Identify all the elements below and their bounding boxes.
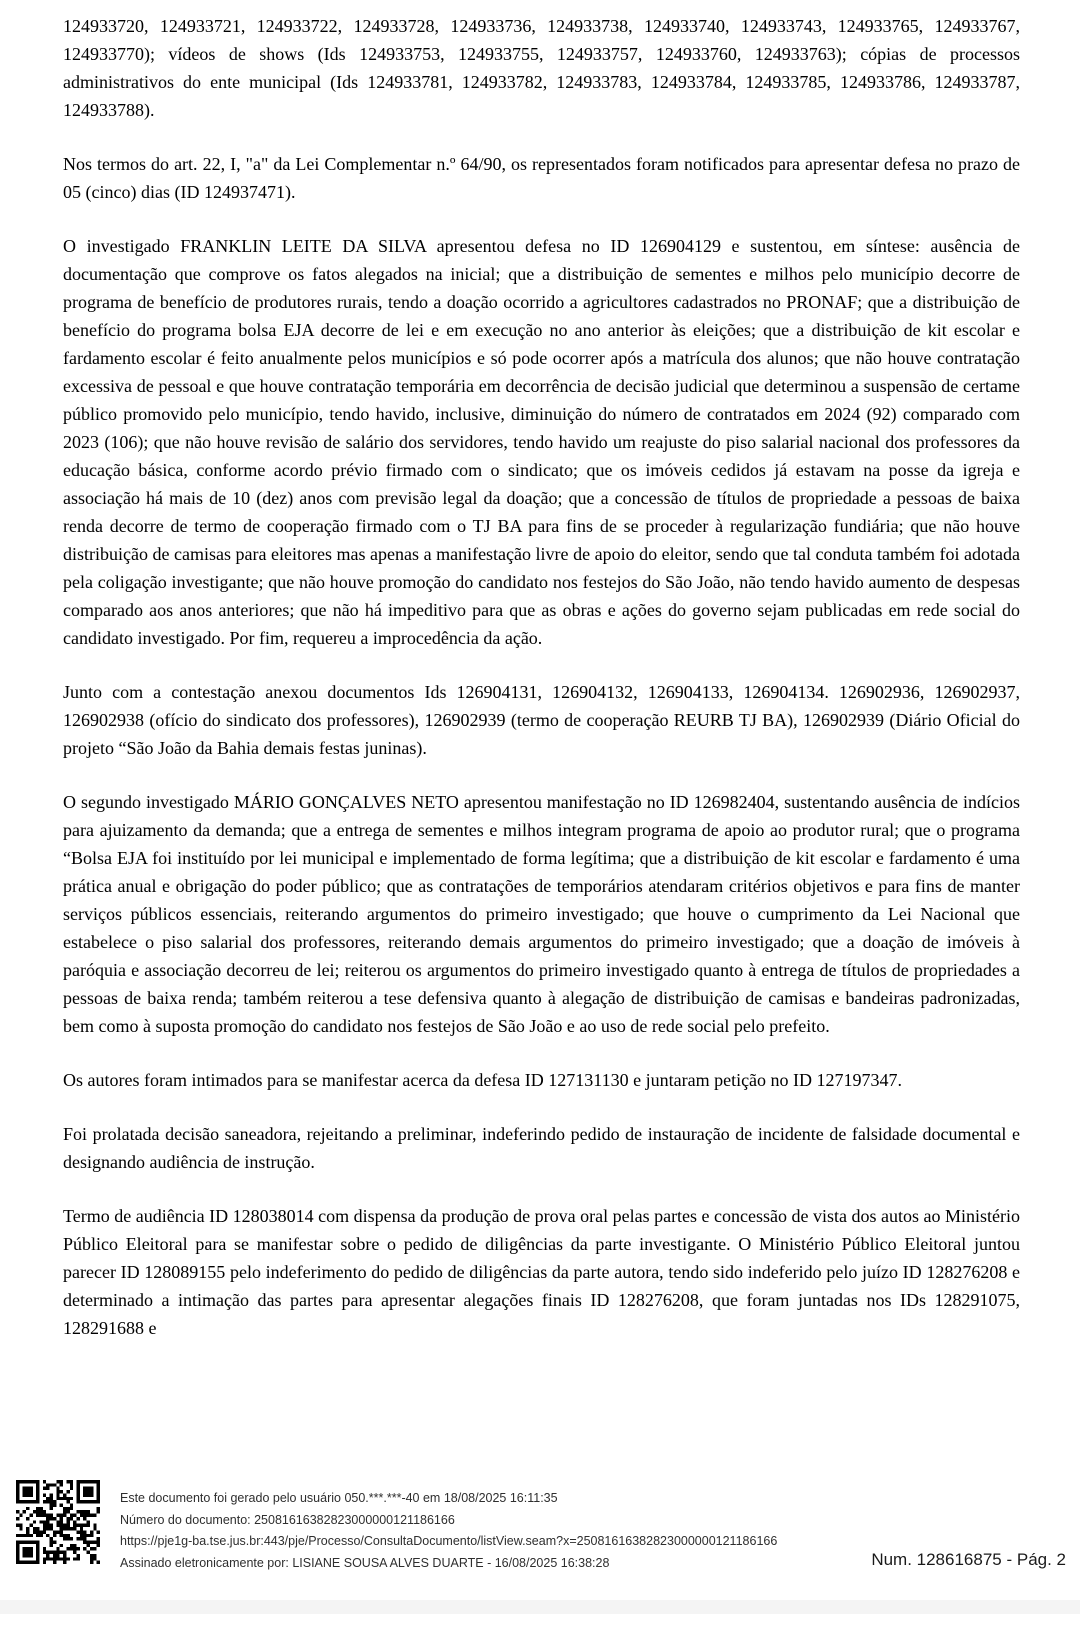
body-paragraph-termo-audiencia: Termo de audiência ID 128038014 com dispensa da produção de prova oral pelas partes e concessão de vista dos autos ao Ministério Público Eleitoral para se manifestar sobre o pedido de diligências da parte investigante. O Ministério Público Eleitoral juntou parecer ID 128089155 pelo indeferimento do pedido de diligências da parte autora, tendo sido indeferido pelo juízo ID 128276208 e determinado a intimação das partes para apresentar alegações finais ID 128276208, que foram juntadas nos IDs 128291075, 128291688 e xyxy=(63,1206,1020,1338)
page-number-reference: Num. 128616875 - Pág. 2 xyxy=(871,1550,1066,1569)
document-body xyxy=(63,12,1020,1368)
body-paragraph-manifestacao-mario: O segundo investigado MÁRIO GONÇALVES NETO apresentou manifestação no ID 126982404, sustentando ausência de indícios para ajuizamento da demanda; que a entrega de sementes e milhos integram programa de apoio ao produtor rural; que o programa “Bolsa EJA foi instituído por lei municipal e implementado de forma legítima; que a distribuição de kit escolar e fardamento é uma prática anual e obrigação do poder público; que as contratações de temporários atendaram critérios objetivos e para fins de manter serviços públicos essenciais, reiterando argumentos do primeiro investigado; que houve o cumprimento da Lei Nacional que estabelece o piso salarial dos professores, reiterando demais argumentos do primeiro investigado; que a doação de imóveis à paróquia e associação decorreu de lei; reiterou os argumentos do primeiro investigado quanto à entrega de títulos de propriedades a pessoas de baixa renda; também reiterou a tese defensiva quanto à alegação de distribuição de camisas e bandeiras padronizadas, bem como à suposta promoção do candidato nos festejos de São João e ao uso de rede social pelo prefeito. xyxy=(63,792,1020,1036)
footer-metadata xyxy=(120,1488,777,1574)
body-paragraph-intimacao-autores: Os autores foram intimados para se manifestar acerca da defesa ID 127131130 e juntaram petição no ID 127197347. xyxy=(63,1070,903,1090)
body-paragraph-ids-continuation: 124933720, 124933721, 124933722, 124933728, 124933736, 124933738, 124933740, 124933743, 124933765, 124933767, 124933770); vídeos de shows (Ids 124933753, 124933755, 124933757, 124933760, 124933763); cópias de processos administrativos do ente municipal (Ids 124933781, 124933782, 124933783, 124933784, 124933785, 124933786, 124933787, 124933788). xyxy=(63,16,1020,120)
footer-signature-line: Assinado eletronicamente por: LISIANE SOUSA ALVES DUARTE - 16/08/2025 16:38:28 xyxy=(120,1555,610,1570)
body-paragraph-notificacao: Nos termos do art. 22, I, "a" da Lei Complementar n.º 64/90, os representados foram notificados para apresentar defesa no prazo de 05 (cinco) dias (ID 124937471). xyxy=(63,154,1020,202)
footer-generated-line: Este documento foi gerado pelo usuário 050.***.***-40 em 18/08/2025 16:11:35 xyxy=(120,1491,558,1505)
bottom-bar xyxy=(0,1600,1080,1614)
footer-url-line: https://pje1g-ba.tse.jus.br:443/pje/Processo/ConsultaDocumento/listView.seam?x=25081616382823000000121186166 xyxy=(120,1534,778,1548)
body-paragraph-decisao-saneadora: Foi prolatada decisão saneadora, rejeitando a preliminar, indeferindo pedido de instauração de incidente de falsidade documental e designando audiência de instrução. xyxy=(63,1124,1020,1172)
body-paragraph-defesa-franklin: O investigado FRANKLIN LEITE DA SILVA apresentou defesa no ID 126904129 e sustentou, em síntese: ausência de documentação que comprove os fatos alegados na inicial; que a distribuição de sementes e milhos pelo município decorre de programa de benefício de produtores rurais, tendo a doação ocorrido a agricultores cadastrados no PRONAF; que a distribuição de benefício do programa bolsa EJA decorre de lei e em execução no ano anterior às eleições; que a distribuição de kit escolar e fardamento escolar é feito anualmente pelos municípios e só pode ocorrer após a matrícula dos alunos; que não houve contratação excessiva de pessoal e que houve contratação temporária em decorrência de decisão judicial que determinou a suspensão de certame público promovido pelo município, tendo havido, inclusive, diminuição do número de contratados em 2024 (92) comparado com 2023 (106); que não houve revisão de salário dos servidores, tendo havido um reajuste do piso salarial nacional dos professores da educação básica, conforme acordo prévio firmado com o sindicato; que os imóveis cedidos já estavam na posse da igreja e associação há mais de 10 (dez) anos com previsão legal da doação; que a concessão de títulos de propriedade a pessoas de baixa renda decorre de termo de cooperação firmado com o TJ BA para fins de se proceder à regularização fundiária; que não houve distribuição de camisas para eleitores mas apenas a manifestação livre de apoio do eleitor, sendo que tal conduta também foi adotada pela coligação investigante; que não houve promoção do candidato nos festejos do São João, não tendo havido aumento de despesas comparado aos anos anteriores; que não há impeditivo para que as obras e ações do governo sejam publicadas em rede social do candidato investigado. Por fim, requereu a improcedência da ação. xyxy=(63,236,1020,648)
footer-document-number-line: Número do documento: 25081616382823000000121186166 xyxy=(120,1512,455,1527)
body-paragraph-contestacao-anexos: Junto com a contestação anexou documentos Ids 126904131, 126904132, 126904133, 126904134. 126902936, 126902937, 126902938 (ofício do sindicato dos professores), 126902939 (termo de cooperação REURB TJ BA), 126902939 (Diário Oficial do projeto “São João da Bahia demais festas juninas). xyxy=(63,682,1020,758)
qr-code xyxy=(16,1480,100,1564)
